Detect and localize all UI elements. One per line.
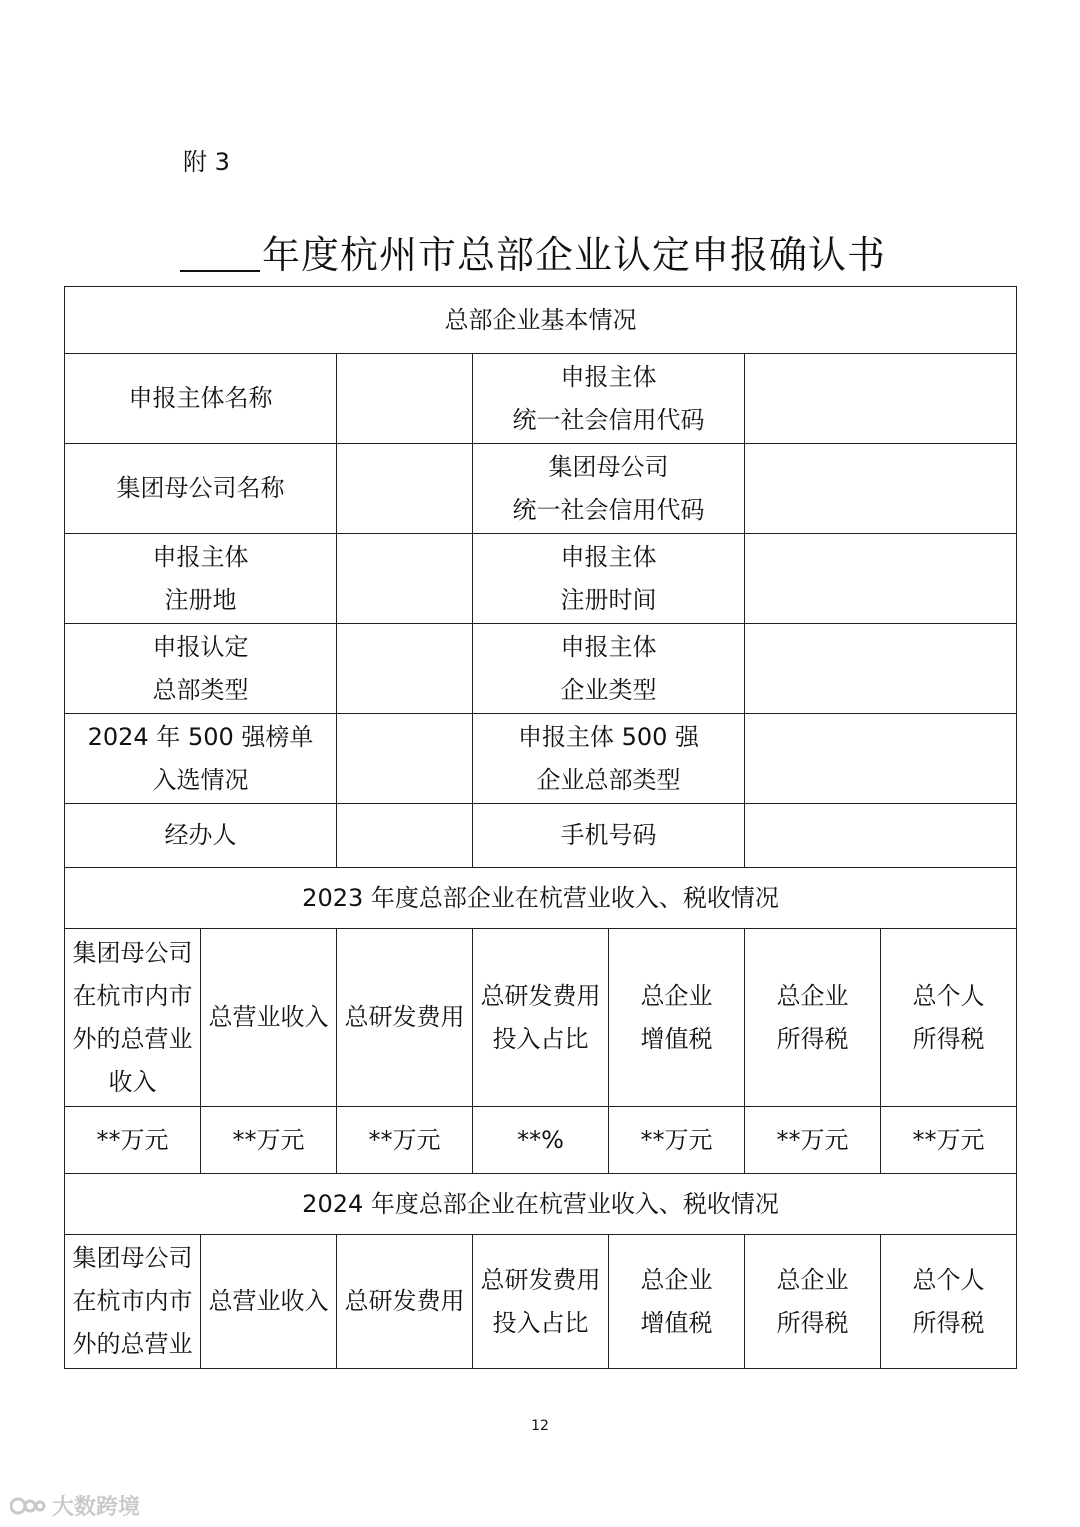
title-text: 年度杭州市总部企业认定申报确认书: [262, 233, 887, 277]
field-label: [65, 624, 337, 714]
column-header-line: 收入: [108, 1067, 157, 1096]
section-heading-section_2023: 2023 年度总部企业在杭营业收入、税收情况: [65, 868, 1017, 929]
column-header: [745, 929, 881, 1107]
field-label-line: 统一社会信用代码: [512, 405, 705, 434]
field-label: [65, 534, 337, 624]
page-number: 12: [531, 1418, 549, 1434]
field-value[interactable]: [337, 444, 473, 534]
field-label: [65, 804, 337, 868]
column-header-line: 总研发费用: [480, 1265, 601, 1294]
column-header-line: 在杭市内市: [72, 1287, 193, 1315]
watermark-logo-icon: [10, 1494, 46, 1518]
field-value[interactable]: [745, 804, 1017, 868]
field-value[interactable]: [745, 624, 1017, 714]
column-header-line: 所得税: [776, 1024, 849, 1053]
value-cell[interactable]: **万元: [609, 1107, 745, 1174]
field-label-line: 申报主体: [560, 542, 657, 571]
field-label-line: 手机号码: [560, 821, 657, 849]
column-header: [881, 929, 1017, 1107]
field-label-line: 总部类型: [152, 675, 249, 704]
basic-info-row: [65, 444, 1017, 534]
value-cell[interactable]: **万元: [881, 1107, 1017, 1174]
field-label: [65, 714, 337, 804]
column-header: [337, 1235, 473, 1369]
field-label-line: 2024 年 500 强榜单: [87, 722, 314, 751]
value-cell[interactable]: **%: [473, 1107, 609, 1174]
field-value[interactable]: [745, 444, 1017, 534]
basic-info-row: [65, 534, 1017, 624]
basic-info-row: [65, 624, 1017, 714]
column-header-line: 投入占比: [492, 1308, 589, 1337]
column-header: [881, 1235, 1017, 1369]
declaration-form: [64, 286, 1017, 1369]
field-value[interactable]: [337, 804, 473, 868]
field-value[interactable]: [337, 624, 473, 714]
column-header-line: 总企业: [776, 981, 849, 1010]
field-label-line: 入选情况: [152, 765, 249, 794]
field-label-line: 申报主体: [560, 632, 657, 661]
field-label-line: 企业类型: [560, 675, 657, 704]
field-label-line: 集团母公司名称: [116, 474, 285, 502]
field-value[interactable]: [745, 354, 1017, 444]
value-cell[interactable]: **万元: [201, 1107, 337, 1174]
column-header: [609, 1235, 745, 1369]
field-label: [473, 444, 745, 534]
field-label-line: 统一社会信用代码: [512, 495, 705, 524]
basic-info-row: [65, 354, 1017, 444]
column-header: [609, 929, 745, 1107]
column-header: [745, 1235, 881, 1369]
column-header-line: 所得税: [776, 1308, 849, 1337]
column-header-line: 总研发费用: [344, 1003, 465, 1031]
column-header-line: 增值税: [640, 1308, 713, 1337]
basic-info-row: [65, 804, 1017, 868]
column-header-line: 外的总营业: [72, 1330, 193, 1358]
column-header-line: 投入占比: [492, 1024, 589, 1053]
field-label-line: 申报主体 500 强: [517, 722, 700, 751]
column-header-line: 总企业: [640, 1265, 713, 1294]
field-label: [473, 534, 745, 624]
field-label: [65, 354, 337, 444]
watermark-text: 大数跨境: [52, 1495, 141, 1520]
field-label: [473, 804, 745, 868]
column-header-line: 总营业收入: [208, 1003, 329, 1031]
field-label-line: 申报主体: [152, 542, 249, 571]
field-label-line: 注册地: [164, 585, 237, 614]
column-header: [201, 929, 337, 1107]
column-header-line: 总个人: [912, 981, 985, 1010]
column-header: [473, 929, 609, 1107]
section-heading-basic: 总部企业基本情况: [65, 287, 1017, 354]
column-header: [201, 1235, 337, 1369]
column-header-line: 总研发费用: [344, 1287, 465, 1315]
field-value[interactable]: [745, 534, 1017, 624]
value-cell[interactable]: **万元: [337, 1107, 473, 1174]
year-blank: [180, 240, 260, 272]
value-cell[interactable]: **万元: [745, 1107, 881, 1174]
field-label-line: 经办人: [164, 821, 237, 849]
field-label-line: 注册时间: [560, 585, 657, 614]
column-header-line: 集团母公司: [72, 938, 193, 967]
column-header: [65, 1235, 201, 1369]
column-header-line: 总企业: [776, 1265, 849, 1294]
field-label-line: 企业总部类型: [536, 765, 681, 794]
column-header: [337, 929, 473, 1107]
field-label-line: 申报认定: [152, 632, 249, 661]
basic-info-row: [65, 714, 1017, 804]
page-title: [180, 224, 886, 279]
field-label: [65, 444, 337, 534]
field-value[interactable]: [745, 714, 1017, 804]
field-value[interactable]: [337, 354, 473, 444]
field-label-line: 集团母公司: [548, 452, 669, 481]
field-value[interactable]: [337, 534, 473, 624]
value-cell[interactable]: **万元: [65, 1107, 201, 1174]
column-header: [65, 929, 201, 1107]
column-header-line: 总研发费用: [480, 981, 601, 1010]
field-label-line: 申报主体: [560, 362, 657, 391]
column-header-line: 在杭市内市: [72, 981, 193, 1010]
section-heading-section_2024: 2024 年度总部企业在杭营业收入、税收情况: [65, 1174, 1017, 1235]
column-header-line: 总营业收入: [208, 1287, 329, 1315]
column-header-line: 增值税: [640, 1024, 713, 1053]
column-header-line: 所得税: [912, 1308, 985, 1337]
field-label: [473, 624, 745, 714]
field-label: [473, 714, 745, 804]
attachment-label: 附 3: [183, 148, 230, 176]
column-header: [473, 1235, 609, 1369]
column-header-line: 所得税: [912, 1024, 985, 1053]
watermark: [10, 1490, 140, 1521]
field-value[interactable]: [337, 714, 473, 804]
column-header-line: 集团母公司: [72, 1244, 193, 1272]
column-header-line: 总企业: [640, 981, 713, 1010]
column-header-line: 总个人: [912, 1265, 985, 1294]
field-label-line: 申报主体名称: [128, 384, 273, 412]
column-header-line: 外的总营业: [72, 1024, 193, 1053]
field-label: [473, 354, 745, 444]
